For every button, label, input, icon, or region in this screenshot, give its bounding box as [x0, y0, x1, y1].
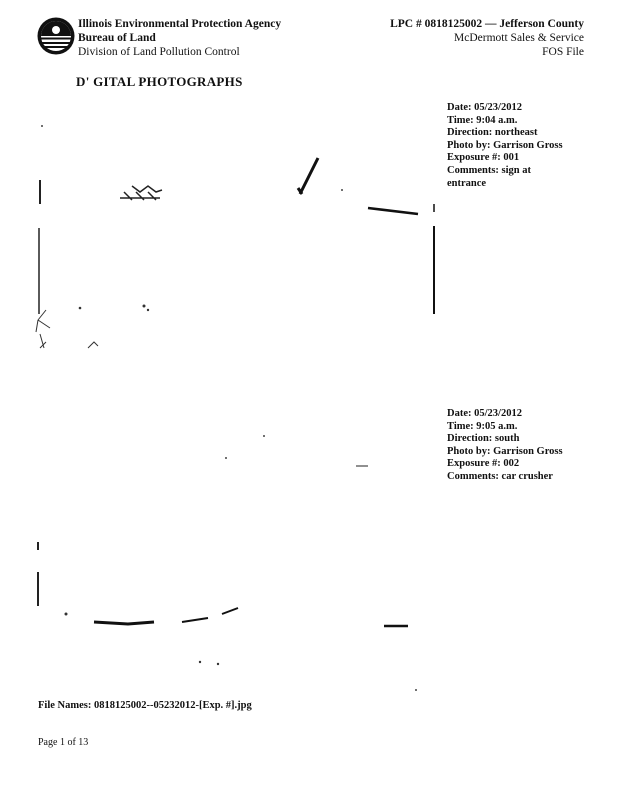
- photo-2-details: [447, 408, 597, 484]
- iepa-seal-icon: [36, 16, 76, 56]
- file-type: FOS File: [542, 46, 584, 58]
- photo-comments: Comments: sign at entrance: [447, 164, 531, 189]
- bureau-name: Bureau of Land: [78, 32, 156, 44]
- photo-direction: Direction: northeast: [447, 127, 538, 139]
- photo-time: Time: 9:05 a.m.: [447, 420, 518, 432]
- file-names: File Names: 0818125002--05232012-[Exp. #].jpg: [38, 700, 252, 711]
- photo-time: Time: 9:04 a.m.: [447, 114, 518, 126]
- photo-1-details: [447, 102, 597, 190]
- photo-date: Date: 05/23/2012: [447, 102, 522, 113]
- photo-photographer: Photo by: Garrison Gross: [447, 139, 563, 151]
- page-title: D' GITAL PHOTOGRAPHS: [76, 74, 243, 89]
- photo-photographer: Photo by: Garrison Gross: [447, 445, 563, 457]
- photo-exposure: Exposure #: 001: [447, 152, 520, 164]
- site-name: McDermott Sales & Service: [454, 32, 584, 44]
- photo-date: Date: 05/23/2012: [447, 408, 522, 419]
- lpc-number: LPC # 0818125002 — Jefferson County: [390, 18, 584, 30]
- agency-block: [78, 17, 281, 59]
- division-name: Division of Land Pollution Control: [78, 46, 240, 58]
- site-block: [390, 17, 584, 59]
- photo-direction: Direction: south: [447, 433, 520, 445]
- agency-name: Illinois Environmental Protection Agency: [78, 18, 282, 30]
- photo-1: [32, 108, 438, 400]
- page-number: Page 1 of 13: [38, 737, 89, 748]
- photo-exposure: Exposure #: 002: [447, 458, 520, 470]
- photo-2: [32, 400, 438, 700]
- photo-comments: Comments: car crusher: [447, 470, 553, 482]
